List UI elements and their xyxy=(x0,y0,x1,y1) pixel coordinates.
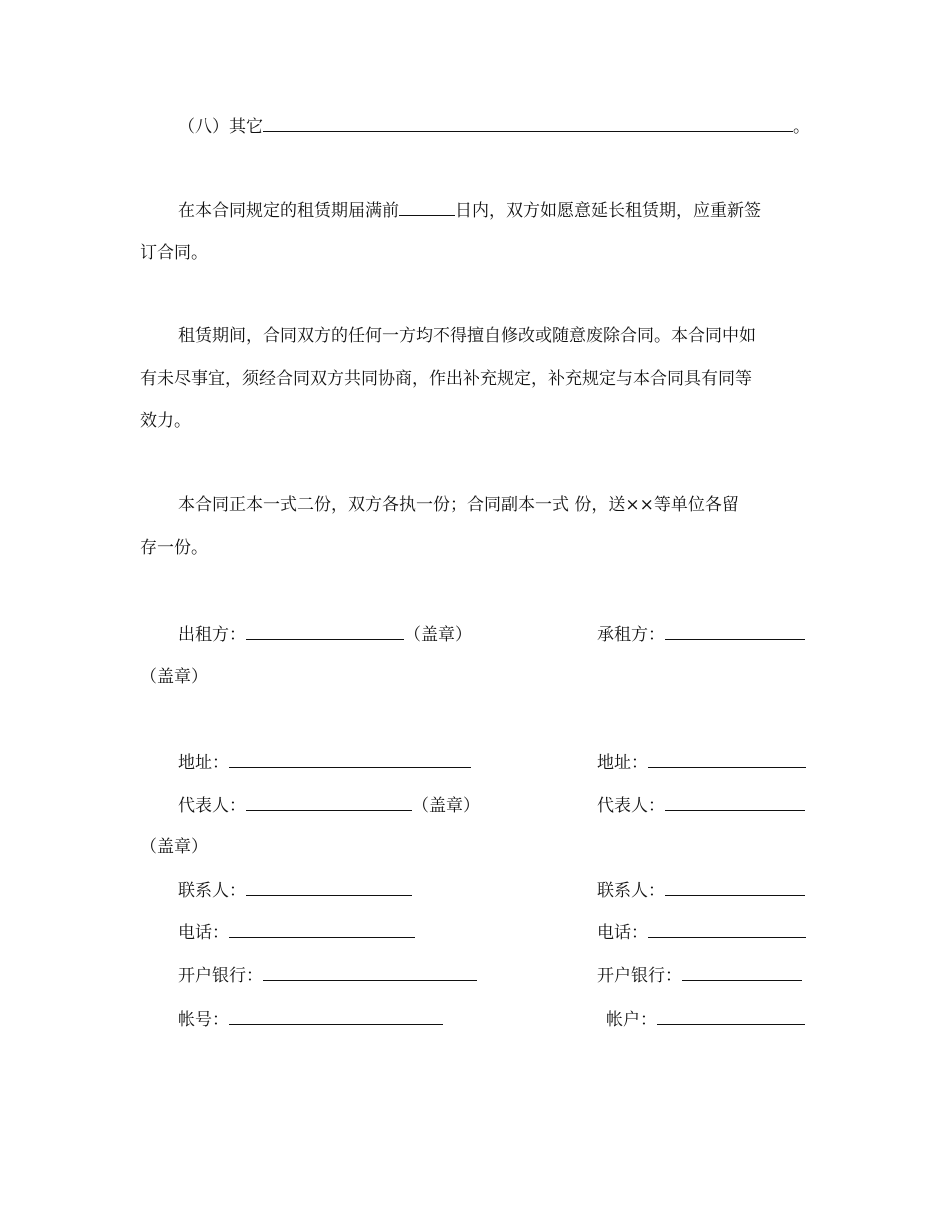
rep-left-blank xyxy=(246,795,412,811)
address-right-blank xyxy=(648,752,806,768)
item-8-end: 。 xyxy=(793,117,810,137)
contact-left-blank xyxy=(246,880,412,896)
address-left-blank xyxy=(229,752,471,768)
modify-line-3: 效力。 xyxy=(140,411,191,431)
contact-right-label: 联系人： xyxy=(597,881,665,901)
bank-left-blank xyxy=(263,965,477,981)
rep-left-seal: （盖章） xyxy=(412,796,480,816)
bank-left-line xyxy=(178,965,477,986)
account-left-blank xyxy=(229,1009,443,1025)
account-right-blank xyxy=(657,1009,805,1025)
account-right-label: 帐户： xyxy=(606,1010,657,1030)
lessor-line xyxy=(178,624,472,645)
address-right-line xyxy=(597,752,806,773)
rep-right-seal: （盖章） xyxy=(140,837,208,857)
rep-left-line xyxy=(178,795,480,816)
lessee-seal: （盖章） xyxy=(140,667,208,687)
copies-line-1: 本合同正本一式二份，双方各执一份；合同副本一式 份，送××等单位各留 xyxy=(178,495,739,515)
contact-right-line xyxy=(597,880,805,901)
item-8-line xyxy=(178,116,810,137)
bank-left-label: 开户银行： xyxy=(178,966,263,986)
modify-line-2: 有未尽事宜，须经合同双方共同协商，作出补充规定，补充规定与本合同具有同等 xyxy=(140,369,752,389)
item-8-blank xyxy=(263,116,793,132)
renew-line-1 xyxy=(178,200,761,221)
address-left-line xyxy=(178,752,471,773)
copies-line-2: 存一份。 xyxy=(140,538,208,558)
address-left-label: 地址： xyxy=(178,753,229,773)
renew-text-a: 在本合同规定的租赁期届满前 xyxy=(178,201,399,221)
renew-line-2: 订合同。 xyxy=(140,243,208,263)
contact-left-label: 联系人： xyxy=(178,881,246,901)
phone-right-line xyxy=(597,922,806,943)
bank-right-blank xyxy=(682,965,802,981)
lessee-label: 承租方： xyxy=(597,625,665,645)
rep-left-label: 代表人： xyxy=(178,796,246,816)
lessor-seal: （盖章） xyxy=(404,625,472,645)
account-left-label: 帐号： xyxy=(178,1010,229,1030)
bank-right-label: 开户银行： xyxy=(597,966,682,986)
lessee-blank xyxy=(665,624,805,640)
renew-days-blank xyxy=(399,200,455,216)
renew-text-b: 日内，双方如愿意延长租赁期，应重新签 xyxy=(455,201,761,221)
rep-right-blank xyxy=(665,795,805,811)
phone-right-label: 电话： xyxy=(597,923,648,943)
rep-right-label: 代表人： xyxy=(597,796,665,816)
account-right-line xyxy=(606,1009,805,1030)
modify-line-1: 租赁期间，合同双方的任何一方均不得擅自修改或随意废除合同。本合同中如 xyxy=(178,326,756,346)
bank-right-line xyxy=(597,965,802,986)
contact-left-line xyxy=(178,880,412,901)
phone-left-line xyxy=(178,922,415,943)
lessor-blank xyxy=(246,624,404,640)
item-8-label: （八）其它 xyxy=(178,117,263,137)
rep-right-line xyxy=(597,795,805,816)
phone-left-label: 电话： xyxy=(178,923,229,943)
contact-right-blank xyxy=(665,880,805,896)
address-right-label: 地址： xyxy=(597,753,648,773)
lessor-label: 出租方： xyxy=(178,625,246,645)
phone-left-blank xyxy=(229,922,415,938)
lessee-line xyxy=(597,624,805,645)
phone-right-blank xyxy=(648,922,806,938)
account-left-line xyxy=(178,1009,443,1030)
